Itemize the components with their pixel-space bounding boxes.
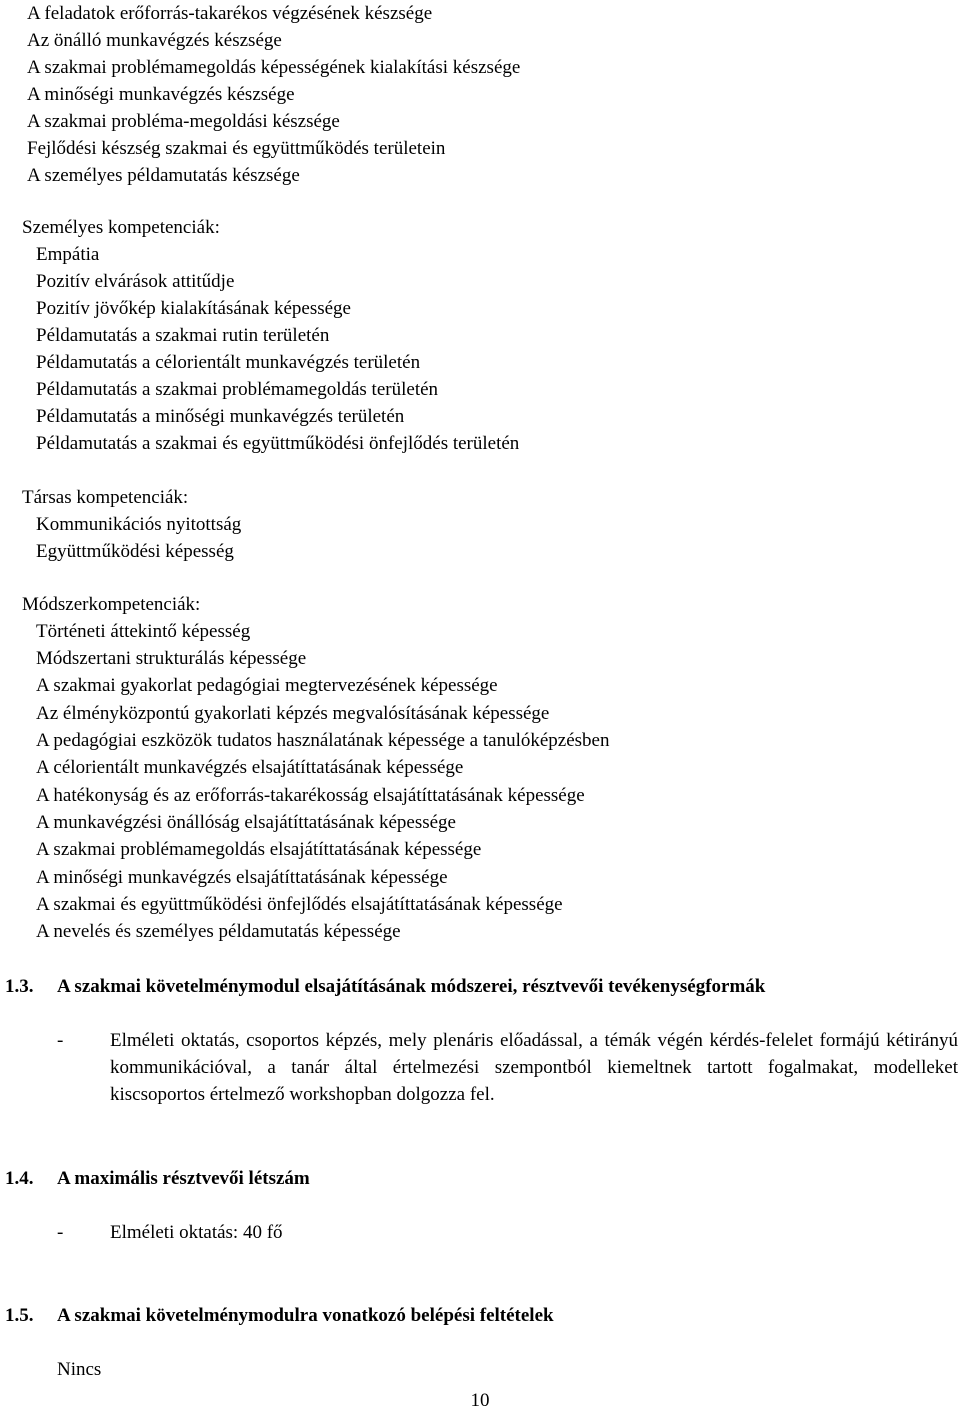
section-13-dash: - bbox=[57, 1030, 64, 1051]
szemelyes-item: Empátia bbox=[36, 244, 100, 265]
tarsas-heading: Társas kompetenciák: bbox=[22, 487, 189, 508]
modszer-item: A minőségi munkavégzés elsajátíttatásának képessége bbox=[36, 867, 448, 888]
modszer-item: A nevelés és személyes példamutatás képessége bbox=[36, 921, 401, 942]
szemelyes-heading: Személyes kompetenciák: bbox=[22, 217, 220, 238]
intro-line: A minőségi munkavégzés készsége bbox=[27, 84, 295, 105]
section-14-number: 1.4. bbox=[5, 1168, 34, 1189]
szemelyes-item: Pozitív jövőkép kialakításának képessége bbox=[36, 298, 351, 319]
modszer-item: A pedagógiai eszközök tudatos használatának képessége a tanulóképzésben bbox=[36, 730, 610, 751]
modszer-item: A célorientált munkavégzés elsajátíttatásának képessége bbox=[36, 757, 464, 778]
section-13-paragraph: Elméleti oktatás, csoportos képzés, mely plenáris előadással, a témák végén kérdés-felelet formájú kétirányú kommunikációval, a tanár által értelmezési szempontból kiemeltnek tartott fogalmakat, modelleket kiscsoportos értelmező workshopban dolgozza fel. bbox=[110, 1030, 958, 1105]
intro-line: A személyes példamutatás készsége bbox=[27, 165, 300, 186]
szemelyes-item: Példamutatás a szakmai és együttműködési önfejlődés területén bbox=[36, 433, 520, 454]
szemelyes-item: Példamutatás a célorientált munkavégzés területén bbox=[36, 352, 421, 373]
szemelyes-item: Példamutatás a minőségi munkavégzés területén bbox=[36, 406, 405, 427]
section-15-number: 1.5. bbox=[5, 1305, 34, 1326]
tarsas-item: Együttműködési képesség bbox=[36, 541, 234, 562]
intro-line: A feladatok erőforrás-takarékos végzésének készsége bbox=[27, 3, 433, 24]
intro-line: Fejlődési készség szakmai és együttműködés területein bbox=[27, 138, 446, 159]
szemelyes-item: Pozitív elvárások attitűdje bbox=[36, 271, 235, 292]
szemelyes-item: Példamutatás a szakmai problémamegoldás területén bbox=[36, 379, 439, 400]
intro-line: A szakmai problémamegoldás képességének kialakítási készsége bbox=[27, 57, 521, 78]
section-14-title: A maximális résztvevői létszám bbox=[57, 1168, 310, 1189]
section-13-number: 1.3. bbox=[5, 976, 34, 997]
intro-line: A szakmai probléma-megoldási készsége bbox=[27, 111, 340, 132]
modszer-item: A szakmai gyakorlat pedagógiai megtervezésének képessége bbox=[36, 675, 498, 696]
szemelyes-item: Példamutatás a szakmai rutin területén bbox=[36, 325, 330, 346]
modszer-item: A hatékonyság és az erőforrás-takarékosság elsajátíttatásának képessége bbox=[36, 785, 585, 806]
page-number: 10 bbox=[470, 1390, 490, 1411]
modszer-item: Történeti áttekintő képesség bbox=[36, 621, 251, 642]
section-14-dash: - bbox=[57, 1222, 64, 1243]
modszer-item: A munkavégzési önállóság elsajátíttatásának képessége bbox=[36, 812, 456, 833]
section-15-body: Nincs bbox=[57, 1359, 102, 1380]
tarsas-item: Kommunikációs nyitottság bbox=[36, 514, 242, 535]
modszer-item: A szakmai és együttműködési önfejlődés elsajátíttatásának képessége bbox=[36, 894, 563, 915]
section-13-title: A szakmai követelménymodul elsajátításának módszerei, résztvevői tevékenységformák bbox=[57, 976, 766, 997]
section-15-title: A szakmai követelménymodulra vonatkozó belépési feltételek bbox=[57, 1305, 554, 1326]
modszer-item: Módszertani strukturálás képessége bbox=[36, 648, 307, 669]
section-14-item: Elméleti oktatás: 40 fő bbox=[110, 1222, 283, 1243]
modszer-item: A szakmai problémamegoldás elsajátíttatásának képessége bbox=[36, 839, 482, 860]
modszer-item: Az élményközpontú gyakorlati képzés megvalósításának képessége bbox=[36, 703, 550, 724]
intro-line: Az önálló munkavégzés készsége bbox=[27, 30, 282, 51]
modszer-heading: Módszerkompetenciák: bbox=[22, 594, 201, 615]
